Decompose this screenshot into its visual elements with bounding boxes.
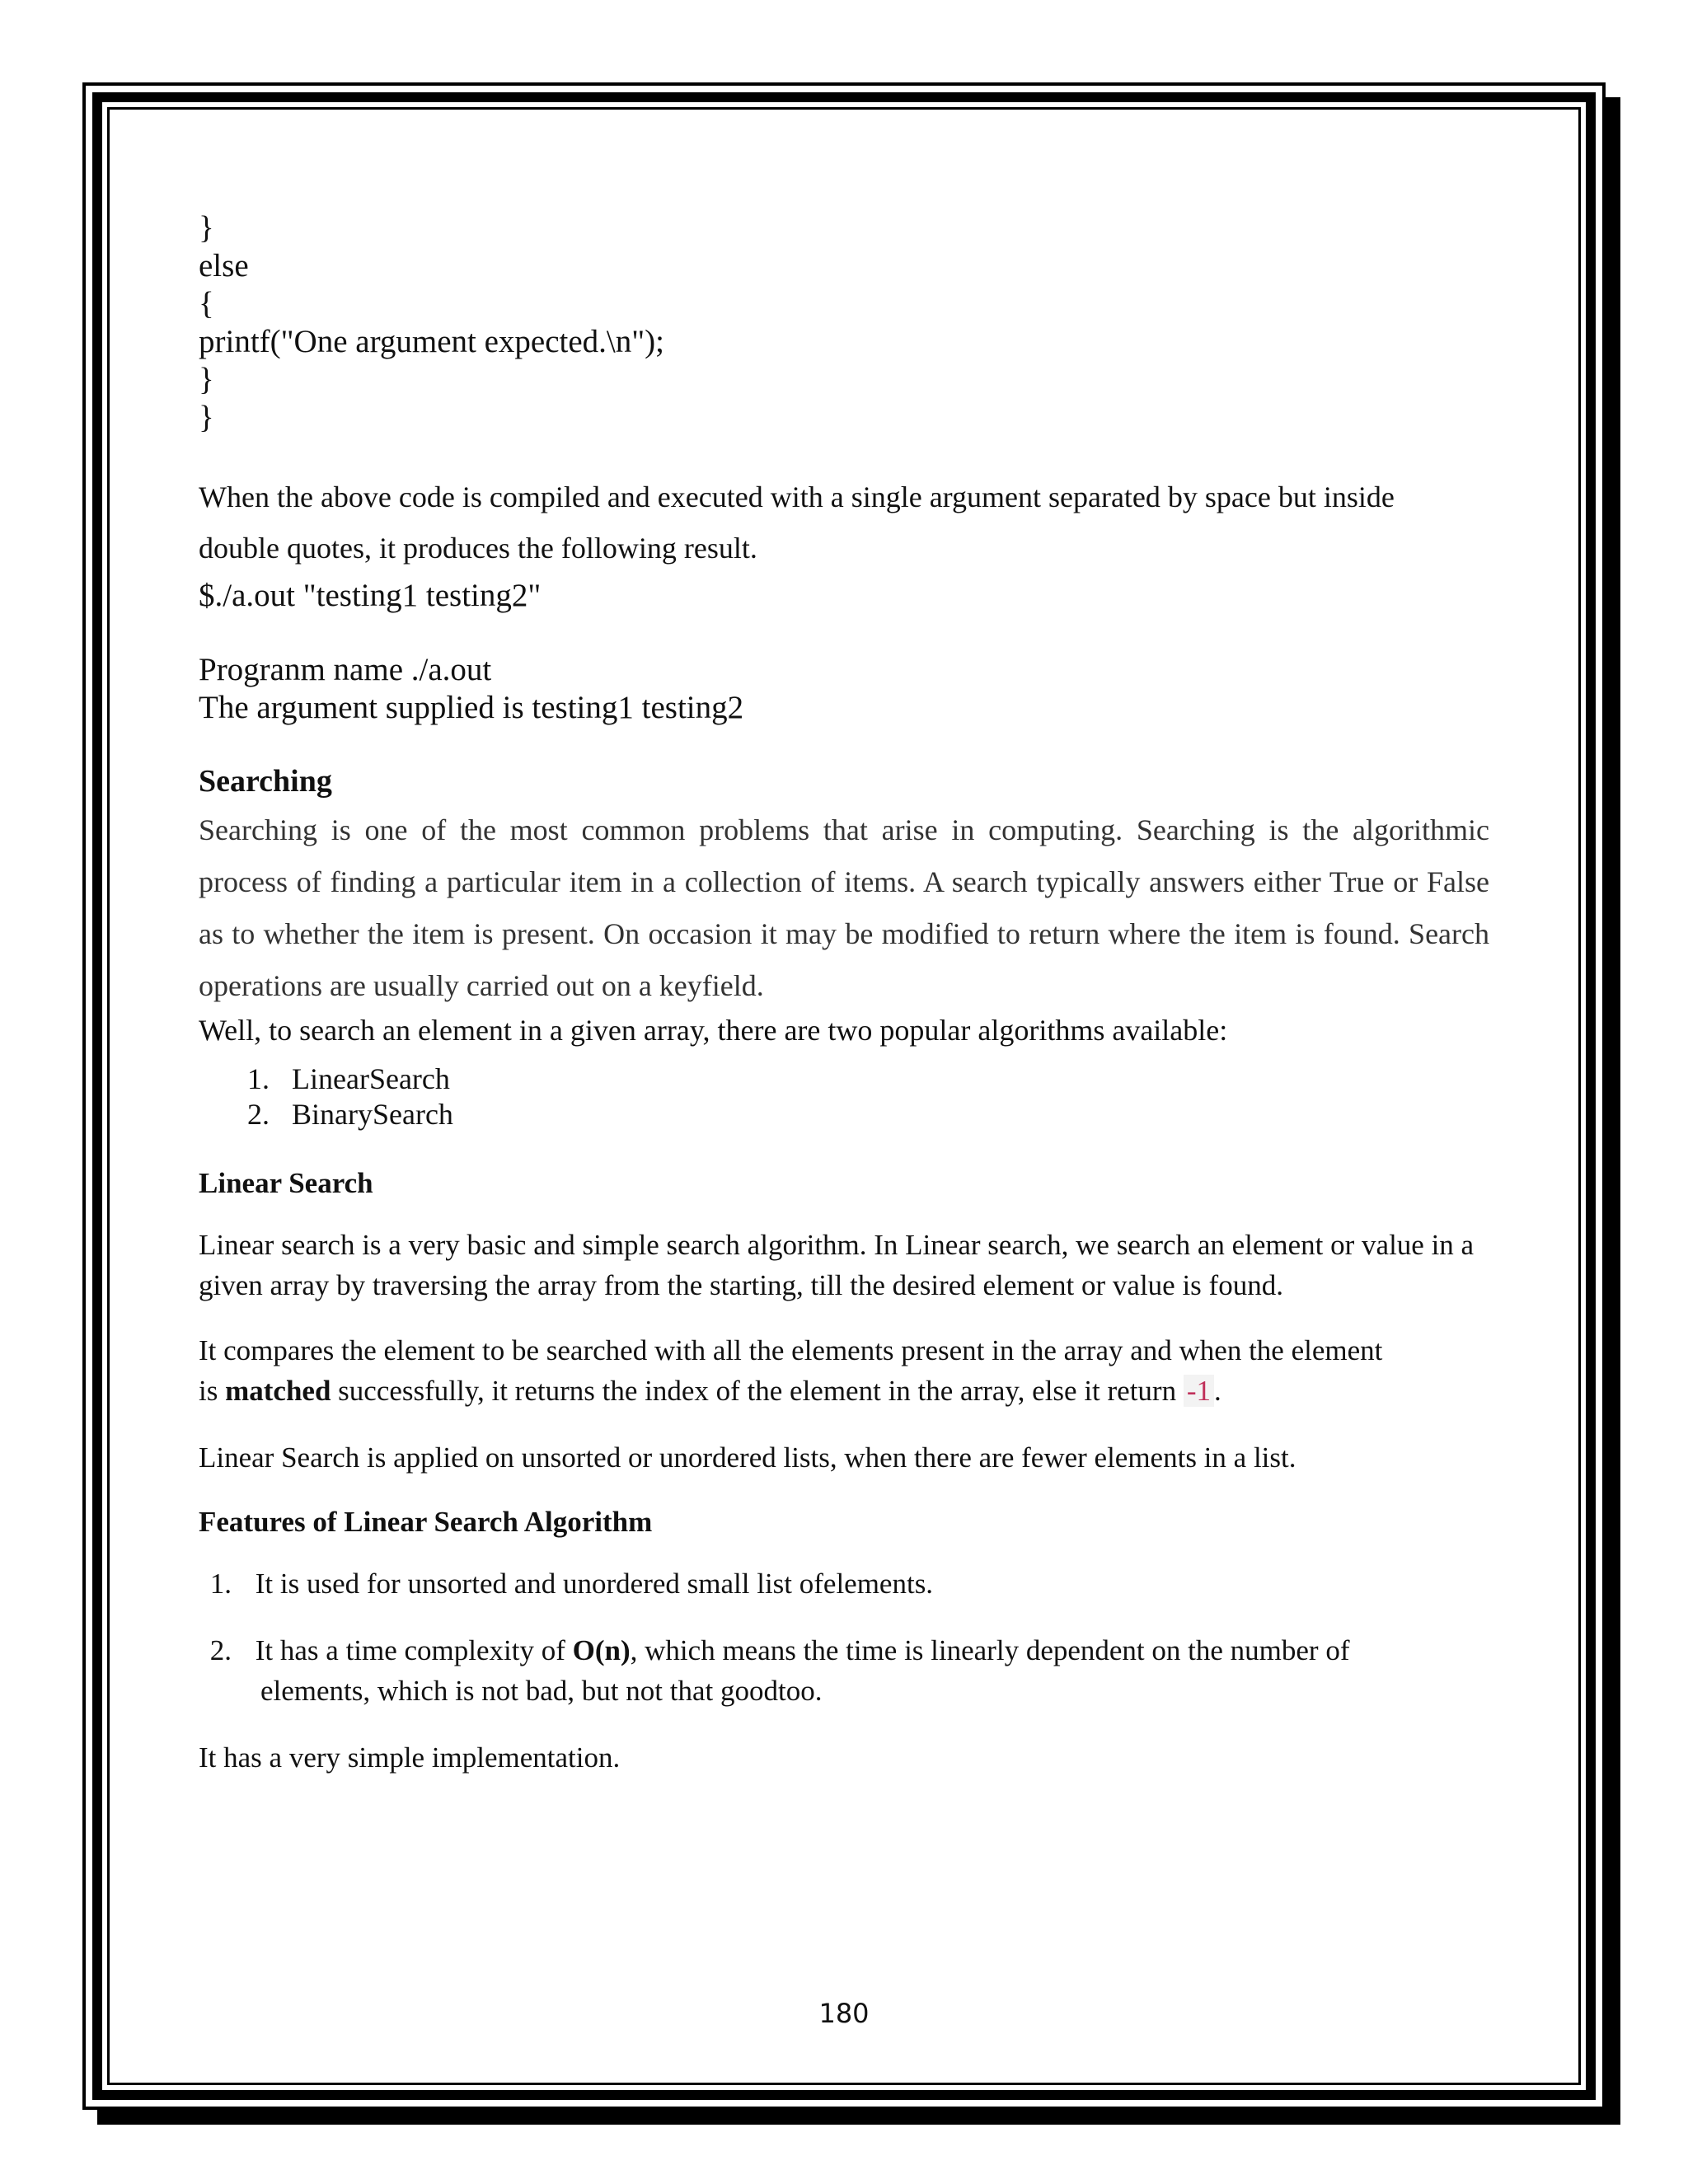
command-line: $./a.out "testing1 testing2": [199, 578, 542, 613]
paragraph-line: It compares the element to be searched with all the elements present in the array and when the element: [199, 1334, 1383, 1366]
list-item-line: [199, 1630, 1489, 1671]
code-line: }: [199, 400, 214, 435]
list-item-label: BinarySearch: [292, 1098, 453, 1131]
code-line: {: [199, 286, 214, 321]
code-line: }: [199, 210, 214, 246]
program-output: [199, 651, 1489, 727]
intro-line: double quotes, it produces the following result.: [199, 532, 757, 565]
bold-term-complexity: O(n): [572, 1634, 631, 1666]
searching-lead: Well, to search an element in a given array, there are two popular algorithms available:: [199, 1014, 1228, 1047]
section-heading-features: Features of Linear Search Algorithm: [199, 1506, 653, 1538]
page-content: [199, 209, 1489, 1778]
text-run: , which means the time is linearly dependent on the number of: [630, 1634, 1350, 1666]
list-item: [199, 1062, 1489, 1097]
linear-search-paragraph-2: [199, 1330, 1489, 1411]
text-run: successfully, it returns the index of the element in the array, else it return: [338, 1375, 1177, 1407]
code-line: printf("One argument expected.\n");: [199, 324, 665, 359]
list-item: [199, 1097, 1489, 1132]
linear-search-paragraph-1: Linear search is a very basic and simple search algorithm. In Linear search, we search an element or value in a given array by traversing the array from the starting, till the desired element or value is found.: [199, 1229, 1475, 1301]
features-list-item-1: [199, 1563, 1489, 1604]
list-item-line: elements, which is not bad, but not that goodtoo.: [260, 1675, 823, 1707]
searching-paragraph: Searching is one of the most common problems that arise in computing. Searching is the algorithmic process of finding a particular item in a collection of items. A search typically answers either True or False as to whether the item is present. On occasion it may be modified to return where the item is found. Search operations are usually carried out on a keyfield.: [199, 813, 1489, 1002]
intro-paragraph: [199, 471, 1489, 574]
section-heading-searching: Searching: [199, 764, 332, 799]
text-run: is: [199, 1375, 218, 1407]
intro-line: When the above code is compiled and executed with a single argument separated by space but inside: [199, 480, 1395, 513]
features-list-item-2: [199, 1630, 1489, 1711]
page-number: 180: [818, 1998, 870, 2029]
output-line: The argument supplied is testing1 testing2: [199, 690, 744, 725]
list-number: 2.: [247, 1098, 270, 1131]
list-item-label: LinearSearch: [292, 1062, 450, 1095]
list-item-text: It is used for unsorted and unordered small list ofelements.: [255, 1568, 934, 1600]
code-line: }: [199, 362, 214, 397]
bold-term-matched: matched: [225, 1375, 331, 1407]
paragraph-line: [199, 1371, 1489, 1411]
code-line: else: [199, 248, 249, 284]
text-run: .: [1214, 1375, 1221, 1407]
output-line: Progranm name ./a.out: [199, 652, 492, 687]
closing-sentence: It has a very simple implementation.: [199, 1741, 621, 1774]
code-block: [199, 209, 1489, 437]
list-number: 1.: [247, 1062, 270, 1095]
list-number: 1.: [209, 1568, 232, 1600]
algorithm-list: [199, 1062, 1489, 1132]
inline-code: -1: [1184, 1375, 1214, 1407]
list-number: 2.: [209, 1634, 232, 1666]
section-heading-linear-search: Linear Search: [199, 1167, 373, 1199]
text-run: It has a time complexity of: [255, 1634, 565, 1666]
linear-search-paragraph-3: Linear Search is applied on unsorted or unordered lists, when there are fewer elements in a list.: [199, 1441, 1296, 1474]
